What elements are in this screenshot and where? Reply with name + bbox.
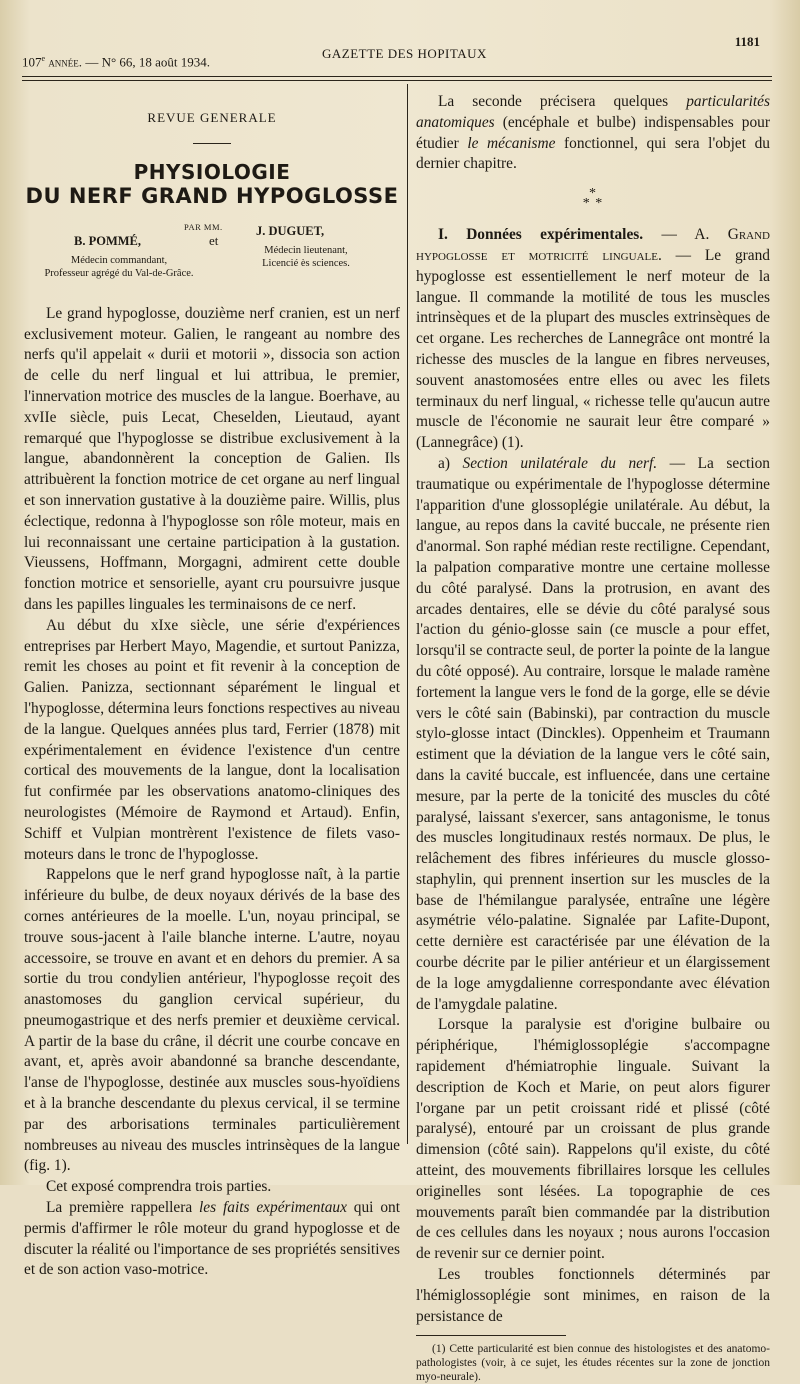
- paragraph: Rappelons que le nerf grand hypoglosse naît, à la partie inférieure du bulbe, de deux noyaux dérivés de la base des cornes antérieures de la moelle. L'un, noyau principal, se trouve sous-jacent à l'aile blanche interne. L'autre, noyau accessoire, se trouve en avant et en dehors du premier. A sa sortie du trou condylien antérieur, l'hypoglosse reçoit des anastomoses du ganglion cervical supérieur, du pneumogastrique et des nerfs premier et deuxième cervical. A partir de la base du crâne, il décrit une courbe concave en avant, et, après avoir abandonné sa branche descendante, l'anse de l'hypoglosse, destinée aux muscles sous-hyoïdiens et à la branche descendante du plexus cervical, il se termine par des arborisations terminales particulièrement nombreuses au niveau des muscles intrinsèques de la langue (fig. 1).: [24, 866, 400, 1175]
- author-conjunction: et: [209, 232, 219, 248]
- paragraph: Au début du xIxe siècle, une série d'expériences entreprises par Herbert Mayo, Magendie, et surtout Panizza, remit les choses au point et fit revenir à la conception de Galien. Panizza, sectionnant séparément le lingual et l'hypoglosse, détermina leurs fonctions respectives au niveau de la langue. Quelques années plus tard, Ferrier (1878) mit expérimentalement en évidence l'existence d'un centre cortical des mouvements de la langue, dont la localisation fut confirmée par les observations anatomo-cliniques des neurologistes (Mémoire de Raymond et Artaud). Enfin, Schiff et Vulpian montrèrent l'existence de filets vaso-moteurs dans le tronc de l'hypoglosse.: [24, 616, 400, 863]
- issue-year-sup: e: [41, 54, 46, 63]
- paragraph: Les troubles fonctionnels déterminés par l'hémiglossoplégie sont minimes, en raison de la persistance de: [416, 1266, 770, 1325]
- article-title-line-1: PHYSIOLOGIE: [133, 159, 291, 184]
- italic-run: Section unilatérale du nerf.: [462, 454, 658, 472]
- right-column: [416, 92, 770, 1384]
- text-run: La seconde précisera quelques: [438, 93, 687, 110]
- paragraph: [416, 454, 770, 1016]
- author-2-rank: Médecin lieutenant,: [264, 244, 348, 256]
- header-rule-bottom: [22, 80, 772, 81]
- author-1-title: Professeur agrégé du Val-de-Grâce.: [44, 267, 194, 279]
- footnote-rule: [416, 1335, 566, 1336]
- left-body: [24, 304, 400, 1281]
- text-run: La première rappellera: [46, 1199, 200, 1217]
- column-divider: [407, 84, 408, 1144]
- paragraph: [416, 92, 770, 175]
- text-run: (encéphale et bulbe) indispensables pour étudier: [416, 113, 770, 152]
- text-run: — A.: [643, 226, 728, 244]
- author-1-name: B. POMMÉ,: [74, 233, 142, 248]
- author-2-affiliation: [236, 244, 376, 270]
- issue-year: 107: [22, 54, 42, 70]
- paragraph: Le grand hypoglosse, douzième nerf cranien, est un nerf exclusivement moteur. Galien, le rangeant au nombre des nerfs qu'il appelait « durii et motorii », dissocia son action de celle du nerf lingual et lui attribua, le premier, l'innervation motrice des muscles de la langue. Boerhave, au xvIIe siècle, puis Lecat, Cheselden, Lieutaud, ayant remarqué que l'hypoglosse se distribue exclusivement à la langue, abandonnèrent la conception de Galien. Ils attribuèrent la fonction motrice de cet organe au nerf lingual et son innervation gustative à la douzième paire. Willis, plus éclectique, redonna à l'hypoglosse son rôle moteur, mais en lui reconnaissant une certaine participation à la gustation. Vieussens, Hoffmann, Morgagni, admirent cette double fonction motrice et sensorielle, ayant cru poursuivre jusque dans les papilles linguales les terminaisons de ce nerf.: [24, 304, 400, 613]
- paragraph: [416, 225, 770, 454]
- paragraph: Cet exposé comprendra trois parties.: [46, 1178, 272, 1196]
- author-2-name: J. DUGUET,: [256, 223, 325, 238]
- subsection-label: a): [438, 454, 463, 472]
- subsection-heading: Grand hypoglosse et motricité linguale.: [416, 226, 771, 264]
- text-run: — Le grand hypoglosse est essentiellement le nerf moteur de la langue. Il commande la motilité de tous les muscles intrinsèques et de la plupart des muscles extrinsèques de cet organe. Les recherches de Lannegrâce ont montré la richesse des muscles de la langue en fibres nerveuses, souvent anastomosées entre elles ou avec les filets terminaux du nerf lingual, « richesse telle qu'aucun autre muscle de l'économie ne saurait leur être comparé » (Lannegrâce) (1).: [416, 246, 770, 452]
- par-label: PAR MM.: [184, 221, 223, 232]
- authors-block: [24, 220, 400, 300]
- journal-name: GAZETTE DES HOPITAUX: [322, 46, 487, 61]
- section-label: REVUE GENERALE: [147, 110, 277, 125]
- paragraph: Lorsque la paralysie est d'origine bulbaire ou périphérique, l'hémiglossoplégie s'accompagne rapidement d'hémiatrophie linguale. Suivant la description de Koch et Marie, on peut alors figurer l'organe par un petit croissant ridé et plissé (côté paralysé), entouré par un croissant de plus grande dimension (côté sain). Rappelons qu'il existe, du côté atteint, des mouvements fibrillaires lorsque les cellules originelles sont lésées. La topographie de ces mouvements paraît bien commandée par la distribution de ces cellules dans les noyaux ; nous aurons l'occasion de revenir sur ce dernier point.: [416, 1016, 770, 1263]
- left-column: [24, 92, 400, 1281]
- author-1-affiliation: [24, 254, 214, 280]
- italic-run: le mécanisme: [467, 134, 556, 152]
- issue-info: [22, 54, 210, 70]
- issue-label: année.: [48, 54, 83, 70]
- section-heading: I. Données expérimentales.: [438, 226, 644, 244]
- page-number: 1181: [734, 34, 760, 49]
- issue-rest: — N° 66, 18 août 1934.: [85, 54, 211, 70]
- running-header: [22, 28, 760, 68]
- paragraph: [24, 1198, 400, 1281]
- text-run: fonctionnel, qui sera l'objet du dernier chapitre.: [416, 134, 770, 173]
- author-2-title: Licencié ès sciences.: [262, 257, 350, 269]
- author-1-rank: Médecin commandant,: [70, 254, 168, 266]
- footnote: (1) Cette particularité est bien connue des histologistes et des anatomo-pathologistes (voir, à ce sujet, les études récentes sur la zone de jonction myo-neurale).: [416, 1343, 770, 1384]
- italic-run: particularités anatomiques: [416, 93, 770, 131]
- section-divider: [193, 143, 231, 144]
- italic-run: les faits expérimentaux: [199, 1199, 347, 1217]
- header-rule-top: [22, 76, 772, 77]
- text-run: qui ont permis d'affirmer le rôle moteur du grand hypoglosse et de discuter la réalité ou l'importance de ses propriétés sensitives et de son action vaso-motrice.: [24, 1199, 400, 1279]
- text-run: — La section traumatique ou expérimentale de l'hypoglosse détermine l'apparition d'une glossoplégie unilatérale. Au début, la langue, au repos dans la cavité buccale, ne présente rien d'anormal. Son raphé médian reste rectiligne. Cependant, la palpation comparative montre une certaine mollesse du côté paralysé. Dans la protrusion, en avant des arcades dentaires, elle se dévie du côté paralysé sous l'action du génio-glosse sain (ce muscle a pour effet, lorsqu'il se contracte seul, de porter la pointe de la langue du côté opposé). Au contraire, lorsque le malade ramène fortement la langue vers le fond de la gorge, elle se dévie vers le côté sain (Babinski), par contraction du muscle stylo-glosse intact (Dinckles). Oppenheim et Traumann estiment que la déviation de la langue vers le côté sain, dans la cavité buccale, est influencée, dans une certaine mesure, par la perte de la tonicité des muscles du côté paralysé, laissant s'exercer, sans antagonisme, le tonus des muscles longitudinaux restés normaux. De plus, le relâchement des fibres inférieures du muscle glosso-staphylin, qui prennent insertion sur les muscles de la base de l'hémilangue paralysée, entraîne une légère asymétrie vélo-palatine. Signalée par Lafite-Dupont, cette dernière est caractérisée par une élévation de la courbe décrite par le pilier antérieur et un élargissement de la loge amygdalienne correspondante avec élévation de l'amygdale palatine.: [416, 454, 770, 1013]
- article-title-line-2: DU NERF GRAND HYPOGLOSSE: [25, 183, 399, 208]
- section-stars: * * *: [582, 186, 604, 212]
